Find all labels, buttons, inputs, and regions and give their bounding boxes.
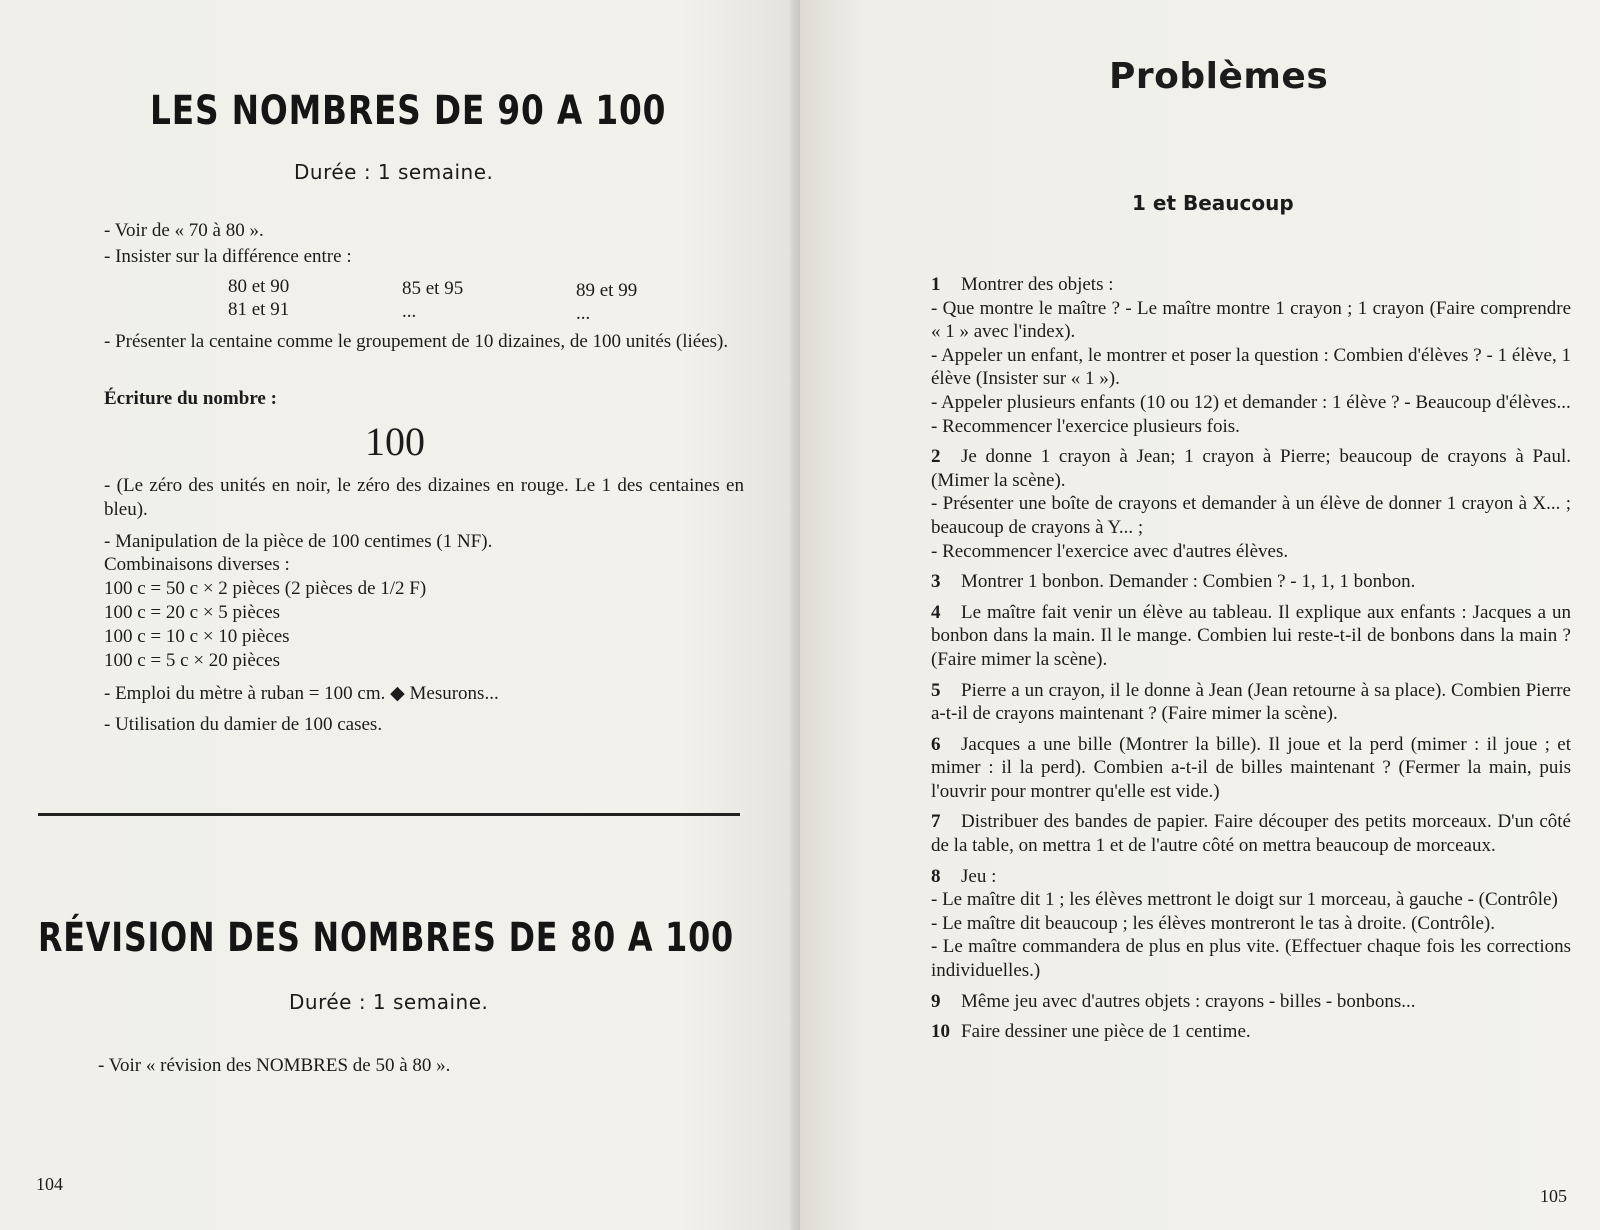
problem-item (931, 540, 1571, 564)
text-line: - Voir de « 70 à 80 ». (104, 220, 264, 241)
ecriture-label: Écriture du nombre : (104, 388, 277, 409)
problem-item (931, 570, 1571, 594)
centaine-paragraph: - Présenter la centaine comme le groupement de 10 dizaines, de 100 unités (liées). (104, 331, 729, 352)
pair-value: 89 et 99 (576, 280, 638, 301)
problem-item (931, 391, 1571, 415)
text-line: - Insister sur la différence entre : (104, 246, 352, 267)
problem-item (931, 733, 1571, 804)
problem-number: 8 (931, 865, 941, 887)
problem-text: - Le maître commandera de plus en plus vite. (Effectuer chaque fois les corrections individuelles.) (931, 936, 1571, 982)
problem-text: - Le maître dit beaucoup ; les élèves montreront le tas à droite. (Contrôle). (931, 912, 1495, 934)
pair-value: 81 et 91 (228, 299, 290, 320)
page-title: Problèmes (1109, 56, 1329, 97)
problem-text: - Appeler plusieurs enfants (10 ou 12) et demander : 1 élève ? - Beaucoup d'élèves... (931, 391, 1571, 413)
duration-label: Durée : 1 semaine. (294, 160, 494, 184)
problem-number: 1 (931, 274, 941, 295)
problem-text: Jacques a une bille (Montrer la bille). Il joue et la perd (mimer : il joue ; et mimer : il la perd). Combien a-t-il de billes maintenant ? (Fermer la main, puis l'ouvrir pour montrer qu'elle est vide.) (931, 733, 1571, 802)
problem-number: 4 (931, 601, 941, 623)
problem-text: - Recommencer l'exercice plusieurs fois. (931, 415, 1240, 437)
problem-item (931, 990, 1571, 1014)
problem-item (931, 492, 1571, 539)
problem-text: - Présenter une boîte de crayons et demander à un élève de donner 1 crayon à X... ; beaucoup de crayons à Y... ; (931, 493, 1571, 538)
duration-label: Durée : 1 semaine. (289, 990, 489, 1014)
pair-value: 80 et 90 (228, 276, 290, 297)
section-title-nombres-90-100: LES NOMBRES DE 90 A 100 (150, 88, 667, 134)
problem-text: - Que montre le maître ? - Le maître montre 1 crayon ; 1 crayon (Faire comprendre « 1 » avec l'index). (931, 297, 1571, 343)
combination-line: 100 c = 20 c × 5 pièces (104, 602, 281, 623)
problem-item (931, 415, 1571, 439)
problem-item (931, 445, 1571, 492)
problem-text: - Le maître dit 1 ; les élèves mettront le doigt sur 1 morceau, à gauche - (Contrôle) (931, 889, 1558, 911)
right-page (800, 0, 1600, 1230)
text-line: - Voir « révision des NOMBRES de 50 à 80 ». (98, 1055, 451, 1076)
page-number: 104 (36, 1174, 63, 1194)
problem-text: Distribuer des bandes de papier. Faire découper des petits morceaux. D'un côté de la table, on mettra 1 et de l'autre côté on mettra beaucoup de morceaux. (931, 811, 1571, 857)
metre-line: - Emploi du mètre à ruban = 100 cm. ◆ Mesurons... (104, 683, 499, 704)
combination-line: 100 c = 50 c × 2 pièces (2 pièces de 1/2 F) (104, 578, 427, 599)
problem-text: Jeu : (961, 865, 997, 887)
problem-number: 10 (931, 1021, 950, 1043)
section-subtitle: 1 et Beaucoup (1132, 191, 1294, 215)
problem-item (931, 912, 1571, 936)
problem-text: Même jeu avec d'autres objets : crayons - billes - bonbons... (961, 990, 1416, 1012)
problem-item (931, 273, 1571, 297)
problem-number: 2 (931, 446, 941, 468)
section-divider (38, 813, 740, 816)
pair-value: ... (576, 303, 591, 324)
page-number: 105 (1540, 1186, 1567, 1206)
problem-number: 9 (931, 990, 941, 1012)
problem-number: 5 (931, 679, 941, 701)
problem-item (931, 810, 1571, 857)
problem-text: Montrer des objets : (961, 274, 1114, 295)
problem-item (931, 679, 1571, 726)
problem-item (931, 935, 1571, 982)
problem-text: Faire dessiner une pièce de 1 centime. (961, 1021, 1251, 1043)
big-number-100: 100 (365, 419, 425, 464)
problem-number: 3 (931, 571, 941, 593)
problems-list (931, 273, 1571, 1044)
problem-text: Je donne 1 crayon à Jean; 1 crayon à Pierre; beaucoup de crayons à Paul. (Mimer la scène). (931, 446, 1571, 491)
problem-text: Le maître fait venir un élève au tableau. Il explique aux enfants : Jacques a un bonbon dans la main. Il le mange. Combien lui reste-t-il de bonbons dans la main ? (Faire mimer la scène). (931, 601, 1571, 670)
problem-item (931, 297, 1571, 344)
problem-number: 6 (931, 733, 941, 755)
problem-number: 7 (931, 811, 941, 833)
problem-item (931, 888, 1571, 912)
problem-item (931, 865, 1571, 889)
combination-line: 100 c = 10 c × 10 pièces (104, 626, 290, 647)
pair-value: 85 et 95 (402, 278, 464, 299)
combination-line: 100 c = 5 c × 20 pièces (104, 650, 281, 671)
problem-text: Pierre a un crayon, il le donne à Jean (Jean retourne à sa place). Combien Pierre a-t-il de crayons maintenant ? (Faire mimer la scène). (931, 679, 1571, 725)
zero-explanation: - (Le zéro des unités en noir, le zéro des dizaines en rouge. Le 1 des centaines en bleu). (104, 475, 744, 520)
problem-text: - Appeler un enfant, le montrer et poser la question : Combien d'élèves ? - 1 élève, 1 élève (Insister sur « 1 »). (931, 344, 1571, 390)
problem-text: Montrer 1 bonbon. Demander : Combien ? - 1, 1, 1 bonbon. (961, 571, 1416, 593)
problem-item (931, 1020, 1571, 1044)
text-line: Combinaisons diverses : (104, 554, 290, 575)
problem-item (931, 601, 1571, 672)
problem-item (931, 344, 1571, 391)
pair-value: ... (402, 301, 417, 322)
section-title-revision: RÉVISION DES NOMBRES DE 80 A 100 (38, 915, 734, 961)
text-line: - Manipulation de la pièce de 100 centimes (1 NF). (104, 531, 493, 552)
problem-text: - Recommencer l'exercice avec d'autres élèves. (931, 540, 1289, 562)
damier-line: - Utilisation du damier de 100 cases. (104, 714, 383, 735)
